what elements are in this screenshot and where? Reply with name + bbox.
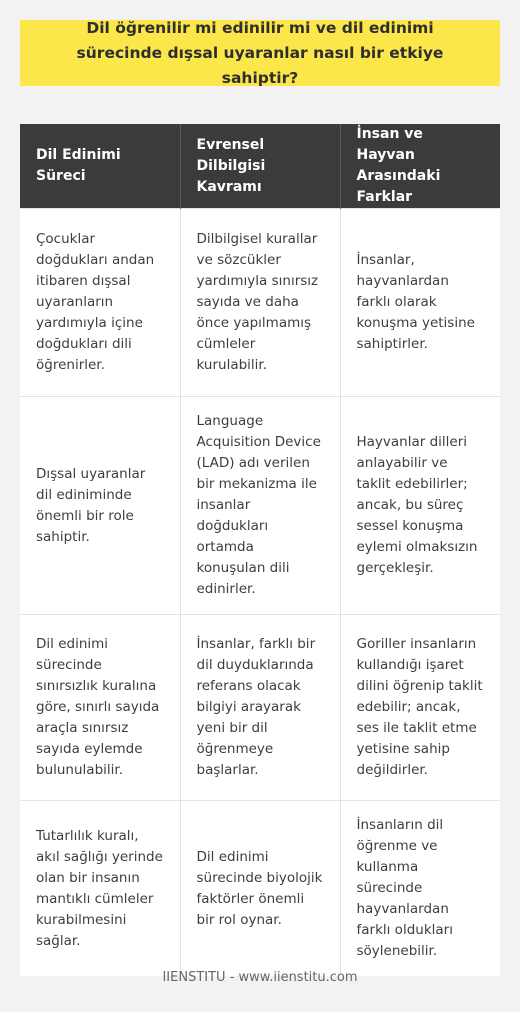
page-title: Dil öğrenilir mi edinilir mi ve dil edinimi sürecinde dışsal uyaranlar nasıl bir etkiye sahiptir? bbox=[76, 18, 444, 87]
comparison-table bbox=[20, 124, 500, 976]
table-cell: Language Acquisition Device (LAD) adı verilen bir mekanizma ile insanlar doğdukları ortamda konuşulan dili edinirler. bbox=[180, 397, 340, 615]
table-row bbox=[20, 209, 500, 397]
table-cell: İnsanlar, hayvanlardan farklı olarak konuşma yetisine sahiptirler. bbox=[340, 209, 500, 397]
table-cell: Dil edinimi sürecinde biyolojik faktörler önemli bir rol oynar. bbox=[180, 801, 340, 977]
table-cell: İnsanlar, farklı bir dil duyduklarında referans olacak bilgiyi arayarak yeni bir dil öğrenmeye başlarlar. bbox=[180, 615, 340, 801]
table-cell: Tutarlılık kuralı, akıl sağlığı yerinde olan bir insanın mantıklı cümleler kurabilmesini sağlar. bbox=[20, 801, 180, 977]
column-header-universal-grammar: Evrensel Dilbilgisi Kavramı bbox=[180, 124, 340, 209]
table-cell: Dışsal uyaranlar dil ediniminde önemli bir role sahiptir. bbox=[20, 397, 180, 615]
table-cell: Dil edinimi sürecinde sınırsızlık kuralına göre, sınırlı sayıda araçla sınırsız sayıda eylemde bulunulabilir. bbox=[20, 615, 180, 801]
table-cell: Dilbilgisel kurallar ve sözcükler yardımıyla sınırsız sayıda ve daha önce yapılmamış cümleler kurulabilir. bbox=[180, 209, 340, 397]
column-header-human-animal-differences: İnsan ve Hayvan Arasındaki Farklar bbox=[340, 124, 500, 209]
column-header-language-acquisition: Dil Edinimi Süreci bbox=[20, 124, 180, 209]
table-cell: İnsanların dil öğrenme ve kullanma sürecinde hayvanlardan farklı oldukları söylenebilir. bbox=[340, 801, 500, 977]
table-header-row bbox=[20, 124, 500, 209]
table-row bbox=[20, 397, 500, 615]
footer-credit: IIENSTITU - www.iienstitu.com bbox=[162, 970, 358, 985]
title-banner bbox=[20, 20, 500, 86]
table-row bbox=[20, 801, 500, 977]
table-cell: Hayvanlar dilleri anlayabilir ve taklit edebilirler; ancak, bu süreç sessel konuşma eylemi olmaksızın gerçekleşir. bbox=[340, 397, 500, 615]
table-row bbox=[20, 615, 500, 801]
table-cell: Goriller insanların kullandığı işaret dilini öğrenip taklit edebilir; ancak, ses ile taklit etme yetisine sahip değildirler. bbox=[340, 615, 500, 801]
table-cell: Çocuklar doğdukları andan itibaren dışsal uyaranların yardımıyla içine doğdukları dili öğrenirler. bbox=[20, 209, 180, 397]
